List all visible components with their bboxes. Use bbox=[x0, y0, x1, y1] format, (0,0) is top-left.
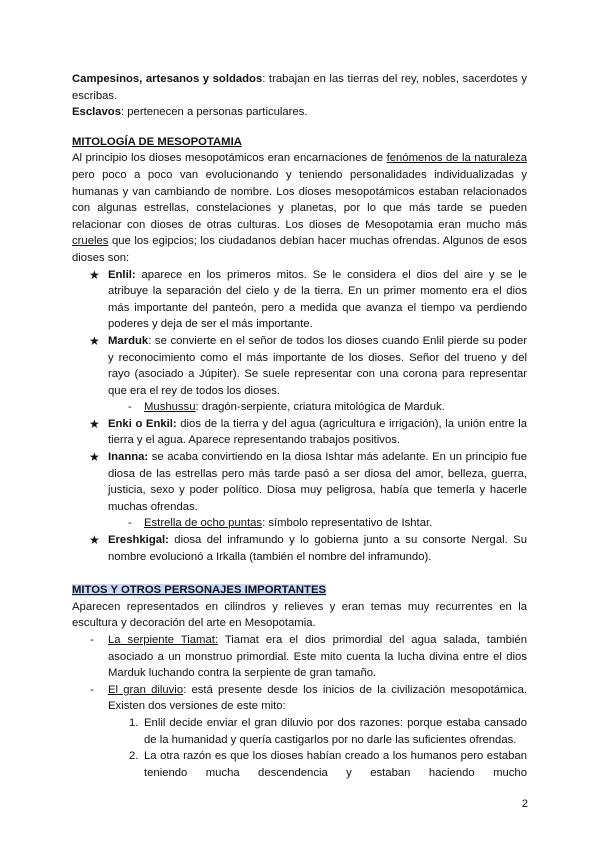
sub-item-mushussu: - Mushussu: dragón-serpiente, criatura mitológica de Marduk. bbox=[72, 399, 527, 416]
version-item-2: 2. La otra razón es que los dioses habían creado a los humanos pero estaban teniendo mucha descendencia y estaban haciendo mucho bbox=[129, 750, 527, 779]
underlined-crueles: crueles bbox=[72, 235, 109, 248]
star-bullet-icon: ★ bbox=[89, 333, 100, 348]
heading-mitologia: MITOLOGÍA DE MESOPOTAMIA bbox=[72, 135, 242, 148]
sub-item-estrella: - Estrella de ocho puntas: símbolo representativo de Ishtar. bbox=[72, 515, 527, 532]
star-bullet-icon: ★ bbox=[89, 416, 100, 431]
star-bullet-icon: ★ bbox=[89, 533, 100, 548]
term-esclavos: Esclavos bbox=[72, 106, 121, 119]
star-bullet-icon: ★ bbox=[89, 267, 100, 282]
heading-mitos: MITOS Y OTROS PERSONAJES IMPORTANTES bbox=[72, 584, 327, 597]
gods-list bbox=[72, 267, 527, 566]
god-item-marduk: ★ Marduk: se convierte en el señor de todos los dioses cuando Enlil pierde su poder y reconocimiento como el más importante de los dioses. Señor del trueno y del rayo (asociado a Júpiter). Se suele representar con una corona para representar que era el rey de todos los dioses. bbox=[89, 333, 527, 397]
god-item-inanna: ★ Inanna: se acaba convirtiendo en la diosa Ishtar más adelante. En un principio fue diosa de las estrellas pero más tarde pasó a ser diosa del amor, belleza, guerra, justicia, sexo y poder político. Diosa muy peligrosa, había que temerla y hacerle muchas ofrendas. bbox=[89, 450, 527, 513]
god-item-enki: ★ Enki o Enkil: dios de la tierra y del agua (agricultura e irrigación), la unión entre la tierra y el agua. Aparece representando trabajos positivos. bbox=[89, 416, 527, 447]
myth-item-tiamat: - La serpiente Tiamat: Tiamat era el dios primordial del agua salada, también asociado a un monstruo primordial. Este mito cuenta la lucha divina entre el dios Marduk luchando contra la serpiente de gran tamaño. bbox=[90, 634, 528, 680]
versions-list bbox=[72, 715, 527, 781]
term-campesinos: Campesinos, artesanos y soldados bbox=[72, 73, 263, 85]
god-item-ereshkigal: ★ Ereshkigal: diosa del inframundo y lo gobierna junto a su consorte Nergal. Su nombre evolucionó a Irkalla (también el nombre del inframundo). bbox=[89, 533, 527, 563]
paragraph-mitologia: Al principio los dioses mesopotámicos eran encarnaciones de fenómenos de la naturaleza pero poco a poco van evolucionando y teniendo personalidades individualizadas y humanas y van cambiando de nombre. Los dioses mesopotámicos estaban relacionados con algunas estrellas, constelaciones y planetas, por lo que más tarde se pueden relacionar con dioses de otras culturas. Los dioses de Mesopotamia eran mucho más crueles que los egipcios; los ciudadanos debían hacer muchas ofrendas. Algunos de esos dioses son: bbox=[72, 152, 527, 264]
version-item-1: 1. Enlil decide enviar el gran diluvio por dos razones: porque estaba cansado de la humanidad y quería castigarlos por no darle las suficientes ofrendas. bbox=[129, 716, 527, 746]
dash-bullet-icon: - bbox=[128, 517, 132, 530]
intro-campesinos: Campesinos, artesanos y soldados: trabajan en las tierras del rey, nobles, sacerdotes y escribas. bbox=[72, 73, 527, 102]
star-bullet-icon: ★ bbox=[89, 450, 100, 465]
page-number: 2 bbox=[521, 798, 528, 810]
intro-esclavos: Esclavos: pertenecen a personas particulares. bbox=[72, 106, 308, 119]
dash-bullet-icon: - bbox=[90, 634, 94, 646]
page-body bbox=[72, 71, 527, 781]
underlined-fenomenos: fenómenos de la naturaleza bbox=[386, 152, 527, 165]
myths-list bbox=[72, 632, 527, 715]
dash-bullet-icon: - bbox=[90, 683, 94, 696]
dash-bullet-icon: - bbox=[128, 401, 132, 414]
myth-item-diluvio: - El gran diluvio: está presente desde los inicios de la civilización mesopotámica. Existen dos versiones de este mito: bbox=[90, 683, 528, 713]
paragraph-mitos: Aparecen representados en cilindros y relieves y eran temas muy recurrentes en la escultura y decoración del arte en Mesopotamia. bbox=[72, 600, 527, 630]
god-item-enlil: ★ Enlil: aparece en los primeros mitos. Se le considera el dios del aire y se le atribuye la separación del cielo y de la tierra. En un primer momento era el dios más importante del panteón, pero a medida que avanza el tiempo va perdiendo poderes y deja de ser el más importante. bbox=[89, 267, 527, 331]
